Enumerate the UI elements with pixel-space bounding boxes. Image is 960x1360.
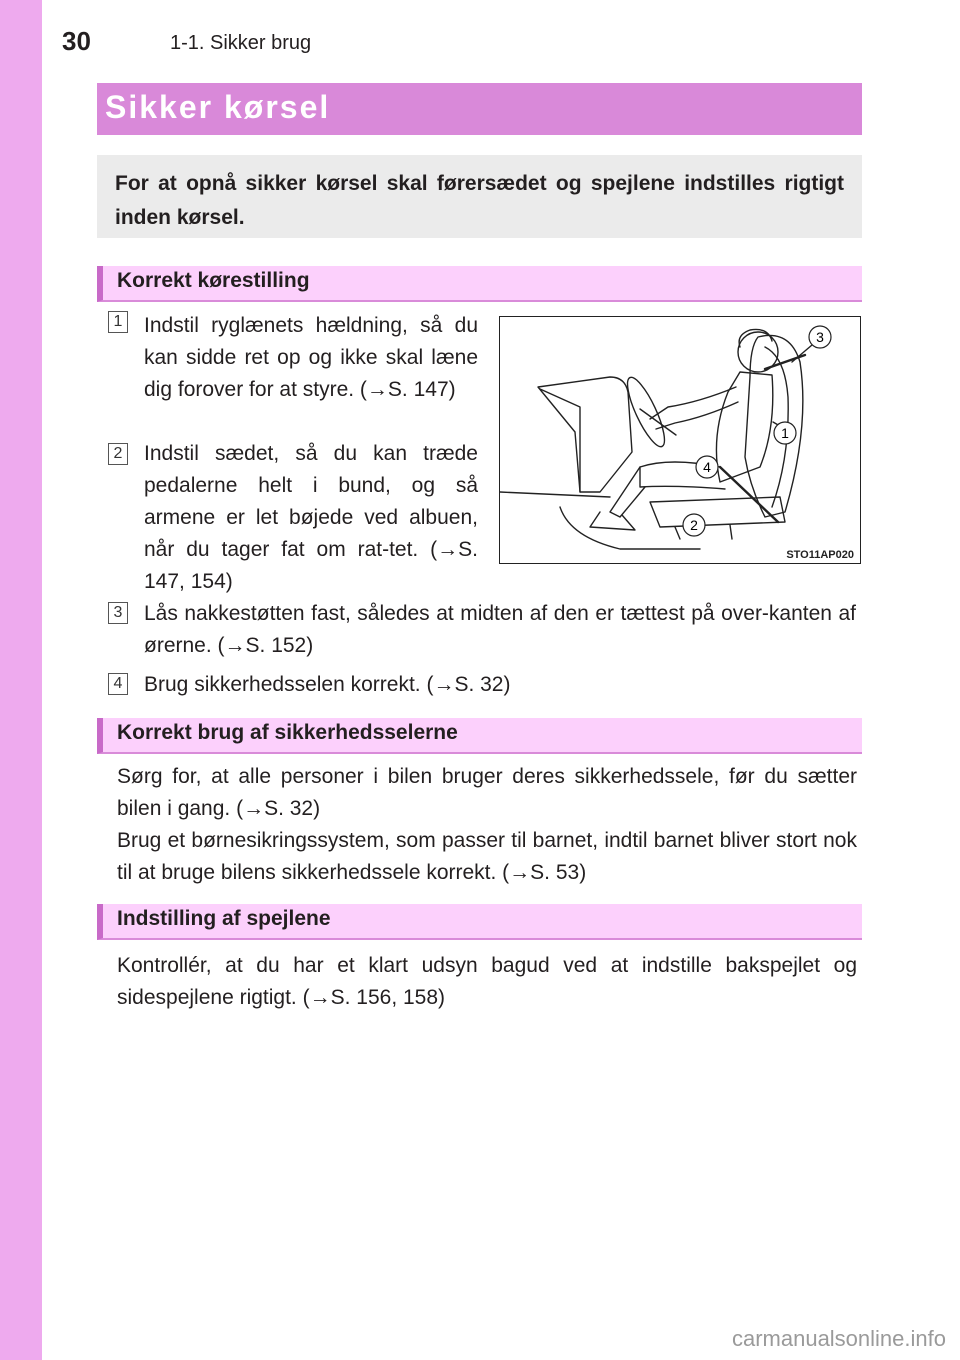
item-number-3: 3	[108, 602, 128, 624]
intro-box: For at opnå sikker kørsel skal førersædet og spejlene indstilles rigtigt inden kørsel.	[97, 155, 862, 238]
callout-3: 3	[816, 329, 824, 345]
item-number-2: 2	[108, 443, 128, 465]
page-number: 30	[62, 26, 91, 56]
callout-2: 2	[690, 517, 698, 533]
item-text-1: Indstil ryglænets hældning, så du kan sidde ret op og ikke skal læne dig forover for at styre. (→S. 147)	[144, 314, 478, 401]
subheading-text: Korrekt brug af sikkerhedsselerne	[117, 721, 458, 744]
section-breadcrumb: 1-1. Sikker brug	[170, 32, 312, 54]
paragraph-seatbelt-1: Sørg for, at alle personer i bilen bruger deres sikkerhedssele, før du sætter bilen i gang. (→S. 32)	[117, 765, 857, 820]
figure-code: STO11AP020	[786, 549, 854, 561]
subheading-seatbelt-use	[97, 718, 862, 754]
paragraph-mirrors: Kontrollér, at du har et klart udsyn bagud ved at indstille bakspejlet og sidespejlene rigtigt. (→S. 156, 158)	[117, 954, 857, 1009]
item-text-2: Indstil sædet, så du kan træde pedalerne helt i bund, og så armene er let bøjede ved albuen, når du tager fat om rat-tet. (→S. 147, 154)	[144, 442, 478, 593]
subheading-text: Indstilling af spejlene	[117, 907, 331, 930]
paragraph-seatbelt-2: Brug et børnesikringssystem, som passer til barnet, indtil barnet bliver stort nok til at bruge bilens sikkerhedssele korrekt. (→S. 53)	[117, 829, 857, 884]
subheading-mirrors	[97, 904, 862, 940]
page-title: Sikker kørsel	[105, 89, 331, 125]
item-number-1: 1	[108, 311, 128, 333]
driving-posture-figure	[499, 316, 861, 564]
subheading-driving-posture	[97, 266, 862, 302]
callout-4: 4	[703, 459, 711, 475]
callout-1: 1	[781, 425, 789, 441]
driver-seat-illustration	[500, 317, 859, 562]
page-title-bar	[97, 83, 862, 135]
side-tab-bar	[0, 0, 42, 1360]
subheading-text: Korrekt kørestilling	[117, 269, 310, 292]
item-text-4: Brug sikkerhedsselen korrekt. (→S. 32)	[144, 673, 511, 696]
item-number-4: 4	[108, 673, 128, 695]
item-text-3: Lås nakkestøtten fast, således at midten af den er tættest på over-kanten af ørerne. (→S. 152)	[144, 602, 856, 657]
watermark: carmanualsonline.info	[731, 1326, 946, 1351]
